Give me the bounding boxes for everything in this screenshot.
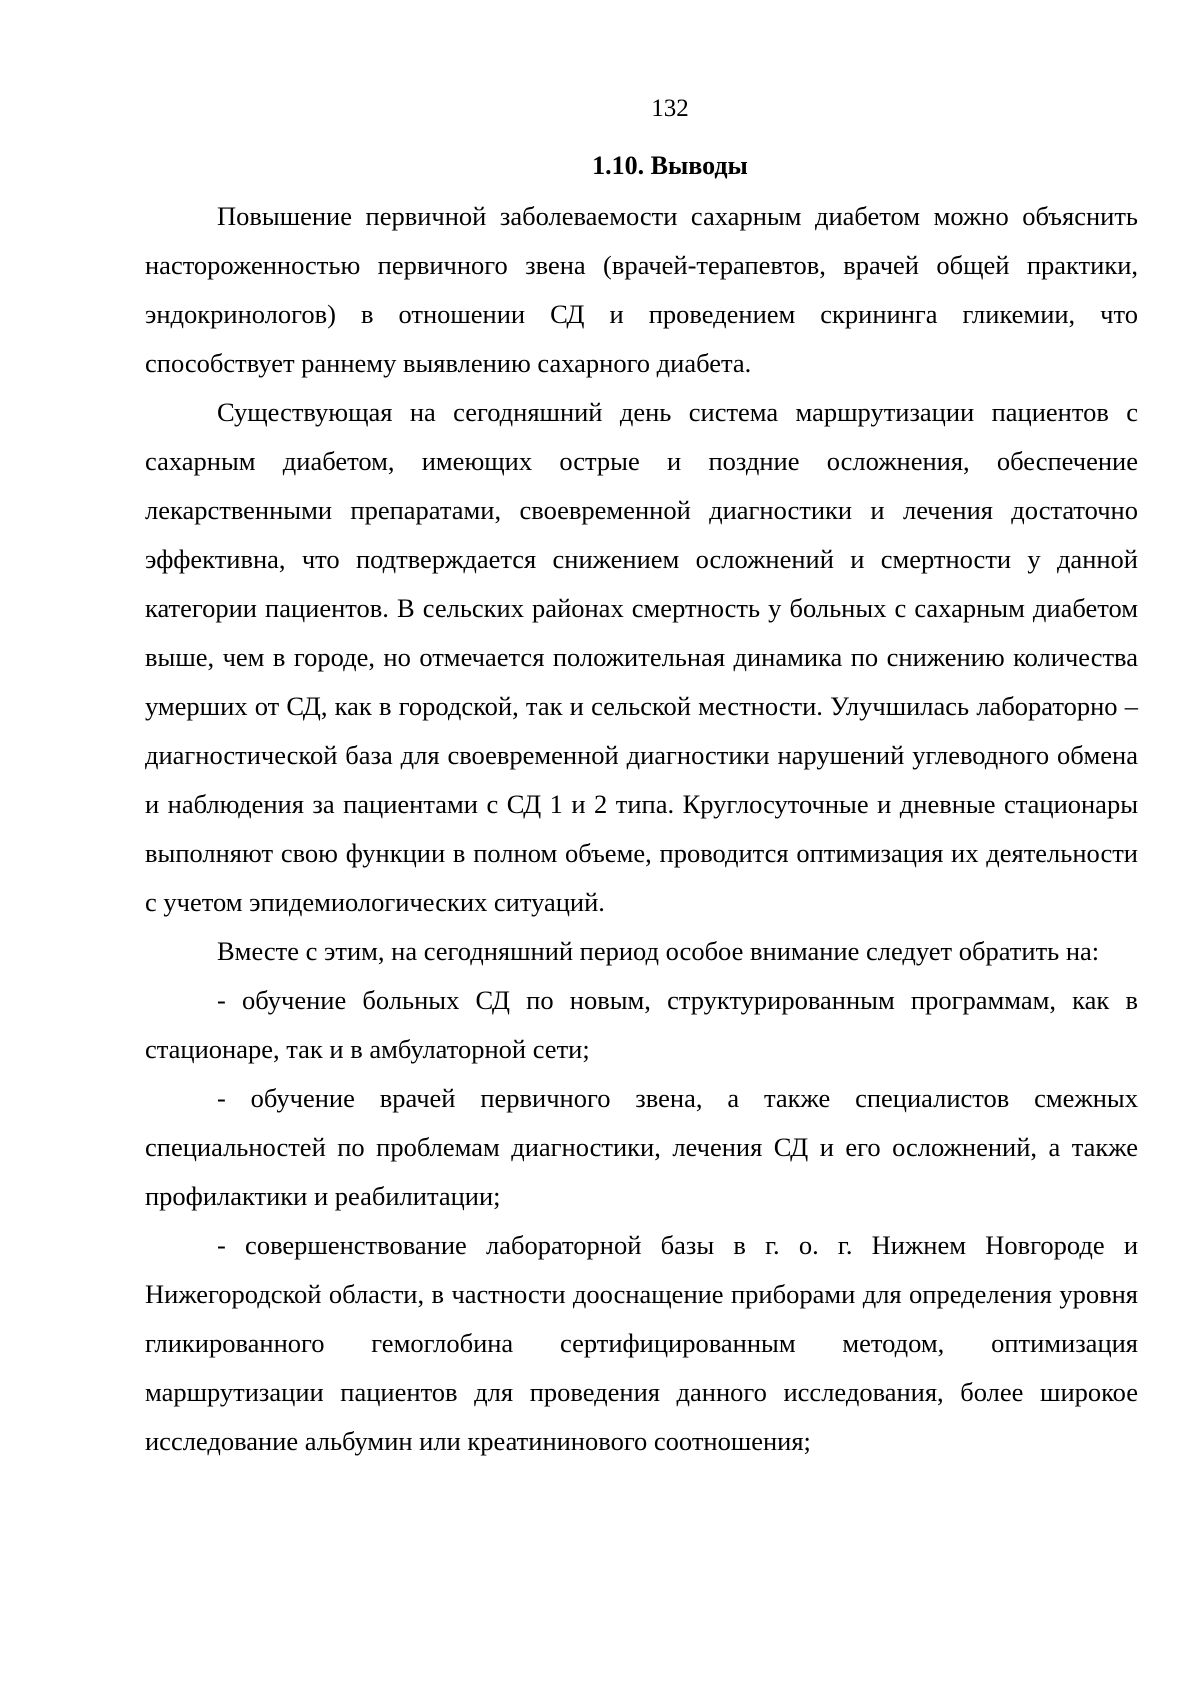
- page-number: 132: [651, 95, 689, 122]
- list-item: - совершенствование лабораторной базы в г. о. г. Нижнем Новгороде и Нижегородской области, в частности дооснащение приборами для определения уровня гликированного гемоглобина сертифицированным методом, оптимизация маршрутизации пациентов для проведения данного исследования, более широкое исследование альбумин или креатининового соотношения;: [145, 1230, 1138, 1456]
- list-item: - обучение больных СД по новым, структурированным программам, как в стационаре, так и в амбулаторной сети;: [145, 985, 1138, 1064]
- list-item: - обучение врачей первичного звена, а также специалистов смежных специальностей по проблемам диагностики, лечения СД и его осложнений, а также профилактики и реабилитации;: [145, 1083, 1138, 1211]
- paragraph: Существующая на сегодняшний день система маршрутизации пациентов с сахарным диабетом, имеющих острые и поздние осложнения, обеспечение лекарственными препаратами, своевременной диагностики и лечения достаточно эффективна, что подтверждается снижением осложнений и смертности у данной категории пациентов. В сельских районах смертность у больных с сахарным диабетом выше, чем в городе, но отмечается положительная динамика по снижению количества умерших от СД, как в городской, так и сельской местности. Улучшилась лабораторно – диагностической база для своевременной диагностики нарушений углеводного обмена и наблюдения за пациентами с СД 1 и 2 типа. Круглосуточные и дневные стационары выполняют свою функции в полном объеме, проводится оптимизация их деятельности с учетом эпидемиологических ситуаций.: [145, 397, 1138, 917]
- paragraph: Повышение первичной заболеваемости сахарным диабетом можно объяснить настороженностью первичного звена (врачей-терапевтов, врачей общей практики, эндокринологов) в отношении СД и проведением скрининга гликемии, что способствует раннему выявлению сахарного диабета.: [145, 201, 1138, 378]
- section-heading: 1.10. Выводы: [592, 151, 748, 180]
- body-text: [145, 192, 1138, 1466]
- paragraph: Вместе с этим, на сегодняшний период особое внимание следует обратить на:: [217, 936, 1100, 966]
